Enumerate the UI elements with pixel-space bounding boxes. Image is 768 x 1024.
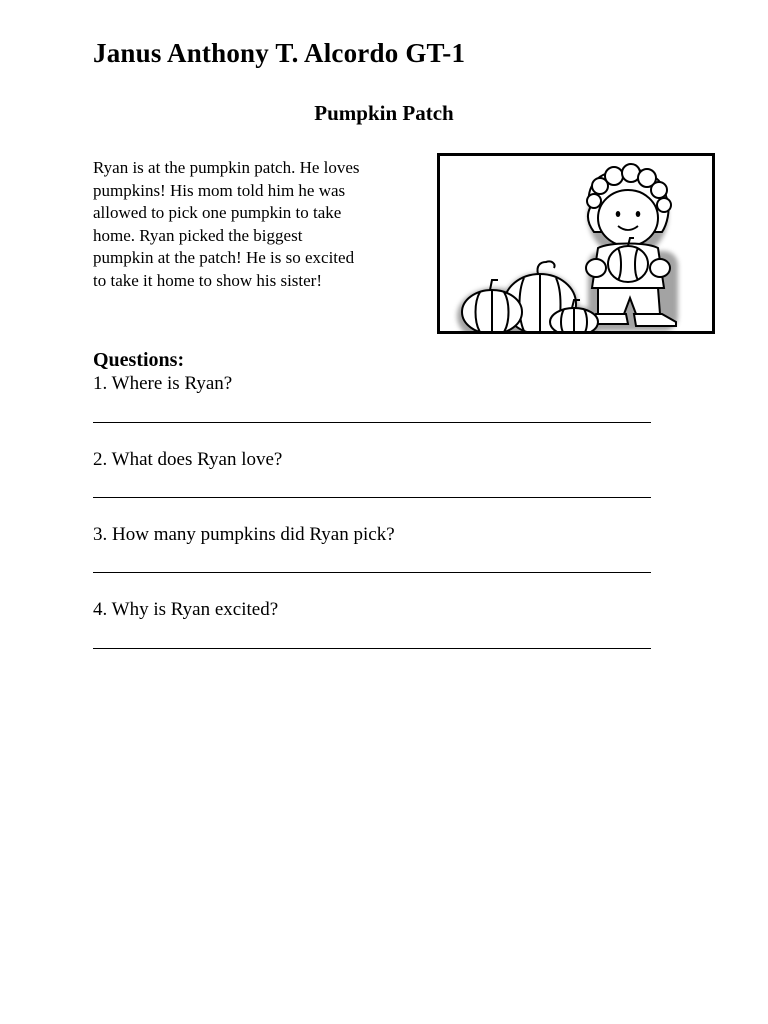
question-item	[93, 598, 651, 622]
story-paragraph	[93, 157, 428, 292]
question-item	[93, 372, 651, 396]
story-line: pumpkins! His mom told him he was	[93, 180, 346, 200]
story-line: home. Ryan picked the biggest	[93, 225, 303, 245]
questions-heading: Questions:	[93, 349, 185, 371]
question-item	[93, 523, 651, 547]
answer-line[interactable]	[93, 648, 651, 649]
question-text: 2. What does Ryan love?	[93, 449, 283, 470]
question-text: 4. Why is Ryan excited?	[93, 599, 279, 620]
story-line: pumpkin at the patch! He is so excited	[93, 248, 355, 267]
answer-line[interactable]	[93, 422, 651, 423]
questions-section	[93, 348, 653, 620]
question-item	[93, 448, 651, 472]
story-line: Ryan is at the pumpkin patch. He loves	[93, 158, 360, 177]
story-line: to take it home to show his sister!	[93, 270, 323, 290]
worksheet-title: Pumpkin Patch	[314, 101, 454, 125]
story-line: allowed to pick one pumpkin to take	[93, 203, 342, 222]
boy-with-pumpkins-illustration	[437, 153, 715, 334]
question-text: 1. Where is Ryan?	[93, 373, 233, 394]
answer-line[interactable]	[93, 572, 651, 573]
answer-line[interactable]	[93, 497, 651, 498]
question-text: 3. How many pumpkins did Ryan pick?	[93, 524, 395, 545]
student-name: Janus Anthony T. Alcordo GT-1	[93, 38, 466, 68]
